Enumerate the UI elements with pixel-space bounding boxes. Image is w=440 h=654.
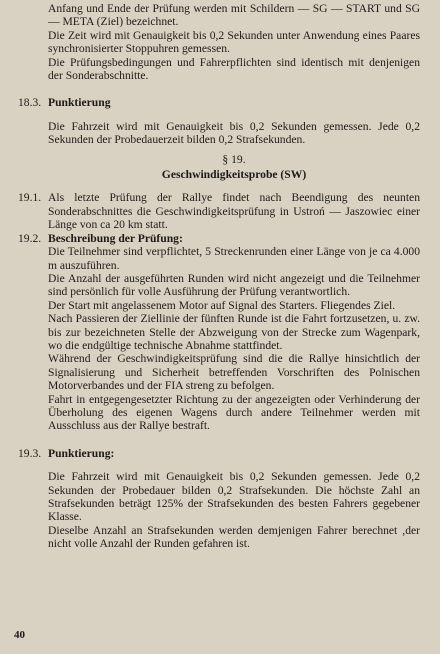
intro-paragraph: Anfang und Ende der Prüfung werden mit Schildern — SG — START und SG — META (Ziel) bezeichnet. — [48, 2, 420, 29]
section-number: 19.2. — [18, 231, 42, 245]
paragraph-title: Geschwindigkeitsprobe (SW) — [161, 168, 307, 182]
section-19-1 — [18, 191, 420, 231]
section-text: Die Fahrzeit wird mit Genauigkeit bis 0,2 Sekunden gemessen. Jede 0,2 Sekunden der Probedauerzeit bilden 0,2 Strafsekunden. — [48, 119, 420, 147]
section-heading: Punktierung — [48, 96, 111, 110]
intro-paragraph: Die Zeit wird mit Genauigkeit bis 0,2 Sekunden unter Anwendung eines Paares synchronisierter Stoppuhren gemessen. — [48, 28, 420, 56]
section-19-3 — [18, 447, 420, 551]
section-18-3 — [18, 96, 420, 146]
section-paragraph: Dieselbe Anzahl an Strafsekunden werden demjenigen Fahrer berechnet ,der nicht volle Anzahl der Runden gefahren ist. — [48, 523, 420, 551]
intro-block — [48, 2, 420, 82]
paragraph-number: § 19. — [222, 152, 246, 166]
section-paragraph: Die Fahrzeit wird mit Genauigkeit bis 0,2 Sekunden gemessen. Jede 0,2 Sekunden der Probedauer bilden 0,2 Strafsekunden. Die höchste Zahl an Strafsekunden beträgt 125% der Strafsekunden des besten Fahrers gegebener Klasse. — [48, 470, 420, 524]
section-text: Als letzte Prüfung der Rallye findet nach Beendigung des neunten Sonderabschnittes die Geschwindigkeitsprüfung in Ustroń — Jaszowiec einer Länge von ca 20 km statt. — [48, 191, 420, 232]
intro-paragraph: Die Prüfungsbedingungen und Fahrerpflichten sind identisch mit denjenigen der Sonderabschnitte. — [48, 55, 420, 83]
section-number: 18.3. — [18, 96, 42, 110]
section-number: 19.3. — [18, 446, 42, 460]
section-heading: Punktierung: — [48, 446, 115, 460]
section-heading: Beschreibung der Prüfung: — [48, 231, 183, 245]
section-paragraph: Fahrt in entgegengesetzter Richtung zu der angezeigten oder Verhinderung der Überholung des eigenen Wagens durch andere Teilnehmer werden mit Ausschluss aus der Rallye bestraft. — [48, 392, 420, 433]
section-paragraph: Nach Passieren der Ziellinie der fünften Runde ist die Fahrt fortzusetzen, u. zw. bis zur bezeichneten Stelle der Abzweigung von der Strecke zum Wagenpark, wo die endgültige technische Abnahme stattfindet. — [48, 312, 420, 352]
section-paragraph: Der Start mit angelassenem Motor auf Signal des Starters. Fliegendes Ziel. — [48, 298, 396, 312]
page-number: 40 — [14, 628, 25, 641]
section-number: 19.1. — [18, 191, 42, 205]
paragraph-header — [48, 153, 420, 182]
section-19-2 — [18, 232, 420, 433]
section-paragraph: Die Anzahl der ausgeführten Runden wird nicht angezeigt und die Teilnehmer sind persönlich für volle Ausführung der Prüfung verantwortlich. — [48, 271, 420, 299]
section-paragraph: Die Teilnehmer sind verpflichtet, 5 Streckenrunden einer Länge von je ca 4.000 m auszuführen. — [48, 245, 420, 272]
section-paragraph: Während der Geschwindigkeitsprüfung sind die die Rallye hinsichtlich der Signalisierung und Sicherheit betreffenden Vorschriften des Polnischen Motorverbandes und der FIA streng zu befolgen. — [48, 352, 420, 393]
